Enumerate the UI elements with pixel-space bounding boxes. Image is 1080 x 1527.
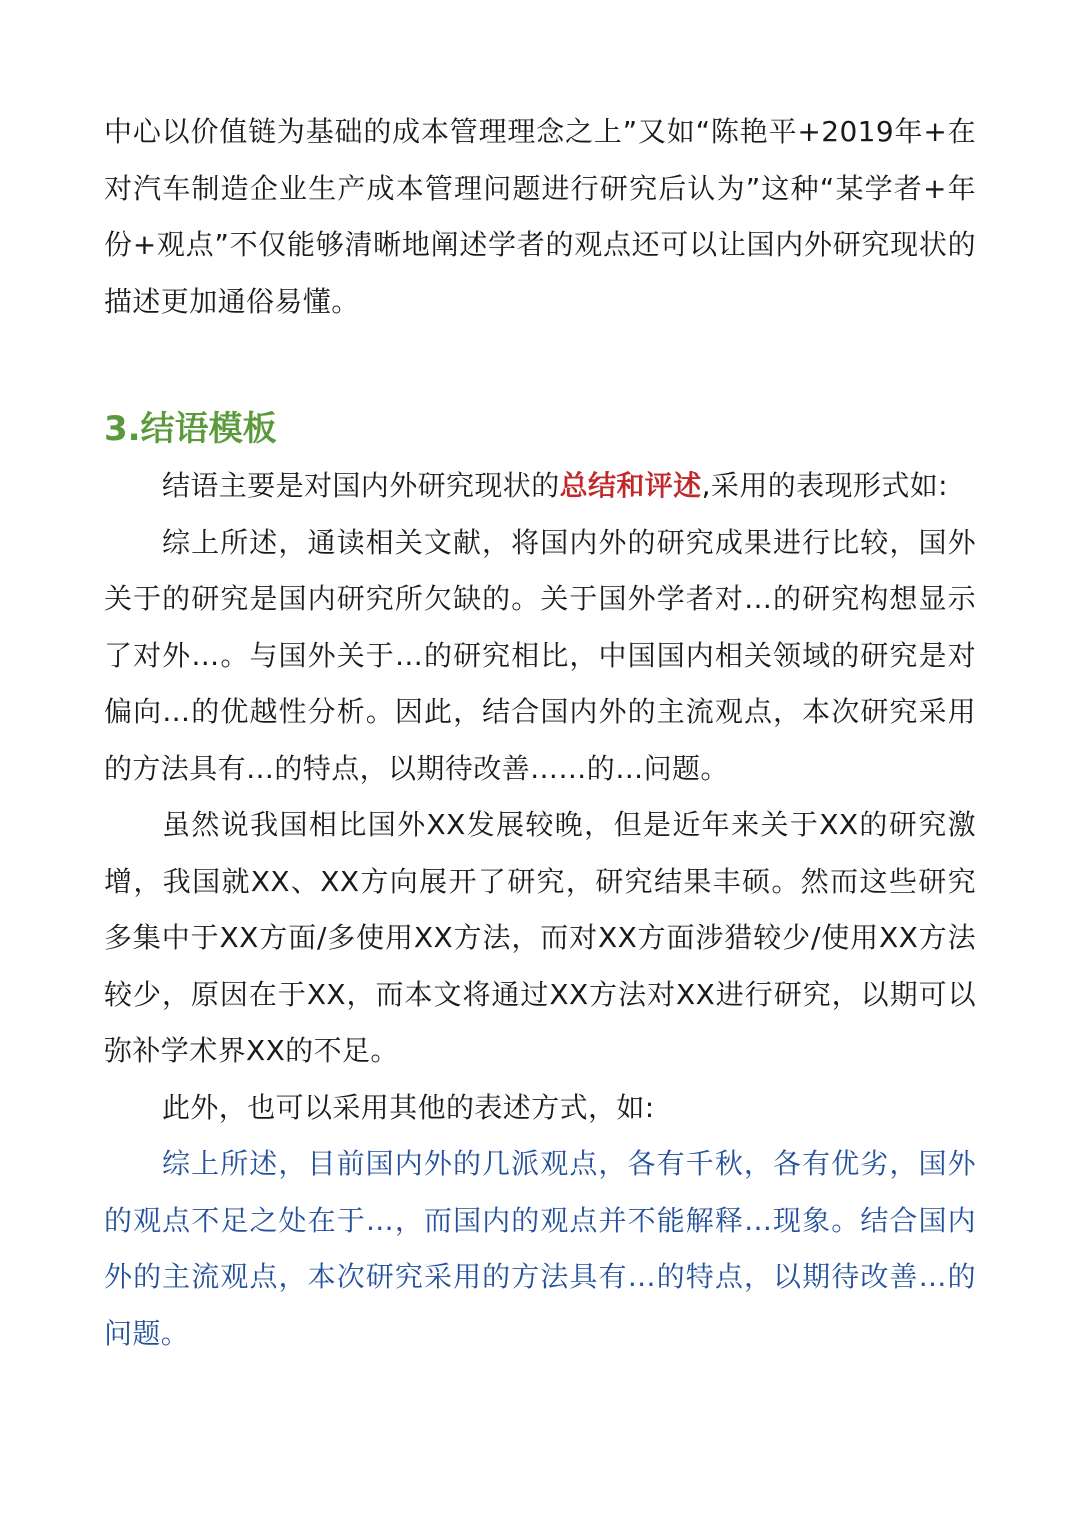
lead-text-after: ,采用的表现形式如: (701, 469, 948, 502)
lead-highlight: 总结和评述 (559, 469, 702, 502)
lead-paragraph (104, 458, 976, 515)
template-paragraph-1: 综上所述，通读相关文献，将国内外的研究成果进行比较，国外关于的研究是国内研究所欠缺的。关于国外学者对…的研究构想显示了对外…。与国外关于…的研究相比，中国国内相关领域的研究是对偏向…的优越性分析。因此，结合国内外的主流观点，本次研究采用的方法具有…的特点，以期待改善……的…问题。 (104, 525, 976, 785)
alternative-intro-paragraph: 此外，也可以采用其他的表述方式，如: (162, 1090, 655, 1124)
example-paragraph: 综上所述，目前国内外的几派观点，各有千秋，各有优劣，国外的观点不足之处在于…，而国内的观点并不能解释…现象。结合国内外的主流观点，本次研究采用的方法具有…的特点，以期待改善…的问题。 (104, 1147, 976, 1350)
document-page (104, 104, 976, 1362)
section-heading: 3.结语模板 (104, 409, 277, 449)
template-paragraph-2: 虽然说我国相比国外XX发展较晚，但是近年来关于XX的研究激增，我国就XX、XX方向展开了研究，研究结果丰硕。然而这些研究多集中于XX方面/多使用XX方法，而对XX方面涉猎较少/使用XX方法较少，原因在于XX，而本文将通过XX方法对XX进行研究，以期可以弥补学术界XX的不足。 (104, 808, 976, 1067)
intro-paragraph: 中心以价值链为基础的成本管理理念之上”又如“陈艳平+2019年+在对汽车制造企业生产成本管理问题进行研究后认为”这种“某学者+年份+观点”不仅能够清晰地阐述学者的观点还可以让国内外研究现状的描述更加通俗易懂。 (104, 115, 976, 318)
lead-text-before: 结语主要是对国内外研究现状的 (162, 469, 560, 502)
